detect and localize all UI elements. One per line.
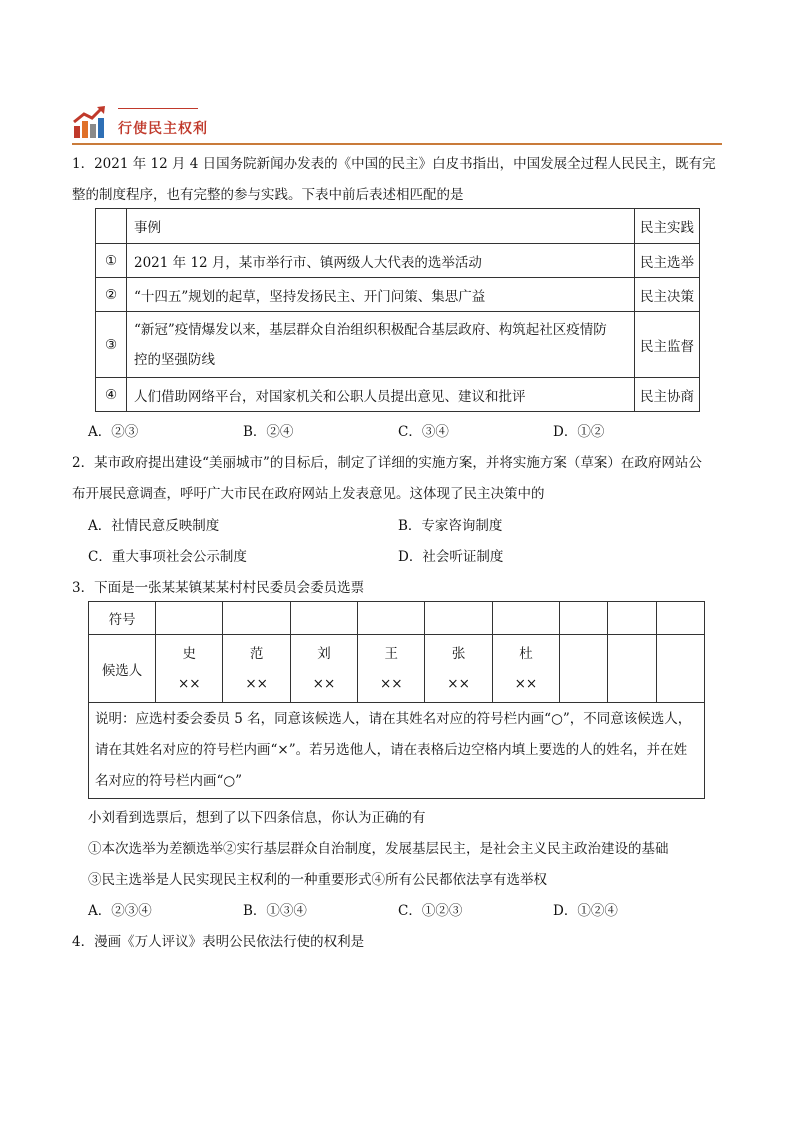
table-row: ④ 人们借助网络平台，对国家机关和公职人员提出意见、建议和批评 民主协商 (96, 378, 700, 412)
header-practice: 民主实践 (635, 209, 700, 244)
candidate-cell: 杜 ×× (492, 635, 559, 703)
symbol-cell[interactable] (492, 602, 559, 635)
symbol-cell[interactable] (290, 602, 357, 635)
q3-option-a[interactable]: A．②③④ (88, 903, 152, 919)
candidate-cell: 刘 ×× (290, 635, 357, 703)
symbol-cell[interactable] (425, 602, 492, 635)
table-row: ③ “新冠”疫情爆发以来，基层群众自治组织积极配合基层政府、构筑起社区疫情防 控的坚强防线 民主监督 (96, 312, 700, 378)
symbol-cell[interactable] (560, 602, 608, 635)
symbol-cell[interactable] (656, 602, 704, 635)
q2-option-b[interactable]: B．专家咨询制度 (398, 518, 503, 534)
write-in-cell[interactable] (656, 635, 704, 703)
header-accent-line (118, 108, 198, 109)
write-in-cell[interactable] (608, 635, 656, 703)
q2-option-a[interactable]: A．社情民意反映制度 (88, 518, 220, 534)
q2-stem-line2: 布开展民意调查，呼吁广大市民在政府网站上发表意见。这体现了民主决策中的 (72, 486, 545, 502)
ballot-note-row (89, 703, 705, 799)
symbol-cell[interactable] (358, 602, 425, 635)
header-example: 事例 (127, 209, 635, 244)
q2-stem-line1: 2．某市政府提出建设“美丽城市”的目标后，制定了详细的实施方案，并将实施方案（草案）在政府网站公 (72, 455, 702, 471)
table-row: ① 2021 年 12 月，某市举行市、镇两级人大代表的选举活动 民主选举 (96, 244, 700, 278)
q1-stem-line2: 整的制度程序，也有完整的参与实践。下表中前后表述相匹配的是 (72, 187, 464, 203)
candidate-cell: 史 ×× (156, 635, 223, 703)
write-in-cell[interactable] (560, 635, 608, 703)
ballot-candidate-row (89, 635, 705, 703)
q1-option-d[interactable]: D．①② (553, 424, 605, 440)
symbol-cell[interactable] (156, 602, 223, 635)
q3-statement-line1: ①本次选举为差额选举②实行基层群众自治制度，发展基层民主，是社会主义民主政治建设的基础 (88, 841, 669, 857)
q1-option-a[interactable]: A．②③ (88, 424, 139, 440)
bar-chart-trend-icon (72, 104, 108, 140)
q3-stem-line1: 3．下面是一张某某镇某某村村民委员会委员选票 (72, 580, 365, 596)
q3-statement-line2: ③民主选举是人民实现民主权利的一种重要形式④所有公民都依法享有选举权 (88, 872, 547, 888)
q1-table (95, 208, 700, 412)
symbol-cell[interactable] (608, 602, 656, 635)
symbol-cell[interactable] (223, 602, 290, 635)
q4-stem-line1: 4．漫画《万人评议》表明公民依法行使的权利是 (72, 934, 365, 950)
table-row: ② “十四五”规划的起草，坚持发扬民主、开门问策、集思广益 民主决策 (96, 278, 700, 312)
q1-option-b[interactable]: B．②④ (243, 424, 294, 440)
candidate-cell: 张 ×× (425, 635, 492, 703)
section-title: 行使民主权利 (118, 121, 208, 137)
ballot-note: 说明：应选村委会委员 5 名，同意该候选人，请在其姓名对应的符号栏内画“○”，不同意该候选人， 请在其姓名对应的符号栏内画“×”。若另选他人，请在表格后边空格内填上要选的人的姓名，并在姓 名对应的符号栏内画“○” (89, 703, 705, 799)
ballot-symbol-row (89, 602, 705, 635)
q1-stem-line1: 1．2021 年 12 月 4 日国务院新闻办发表的《中国的民主》白皮书指出，中国发展全过程人民民主，既有完 (72, 156, 716, 172)
table-header-row (96, 209, 700, 244)
candidate-cell: 范 ×× (223, 635, 290, 703)
q2-option-c[interactable]: C．重大事项社会公示制度 (88, 549, 247, 565)
candidate-cell: 王 ×× (358, 635, 425, 703)
q1-option-c[interactable]: C．③④ (398, 424, 449, 440)
q3-option-b[interactable]: B．①③④ (243, 903, 307, 919)
q3-option-d[interactable]: D．①②④ (553, 903, 618, 919)
candidate-label: 候选人 (89, 635, 156, 703)
q2-option-d[interactable]: D．社会听证制度 (398, 549, 504, 565)
symbol-label: 符号 (89, 602, 156, 635)
q3-stem-line2: 小刘看到选票后，想到了以下四条信息，你认为正确的有 (88, 810, 426, 826)
q3-option-c[interactable]: C．①②③ (398, 903, 463, 919)
ballot-table (88, 601, 705, 799)
header-divider (72, 143, 722, 145)
